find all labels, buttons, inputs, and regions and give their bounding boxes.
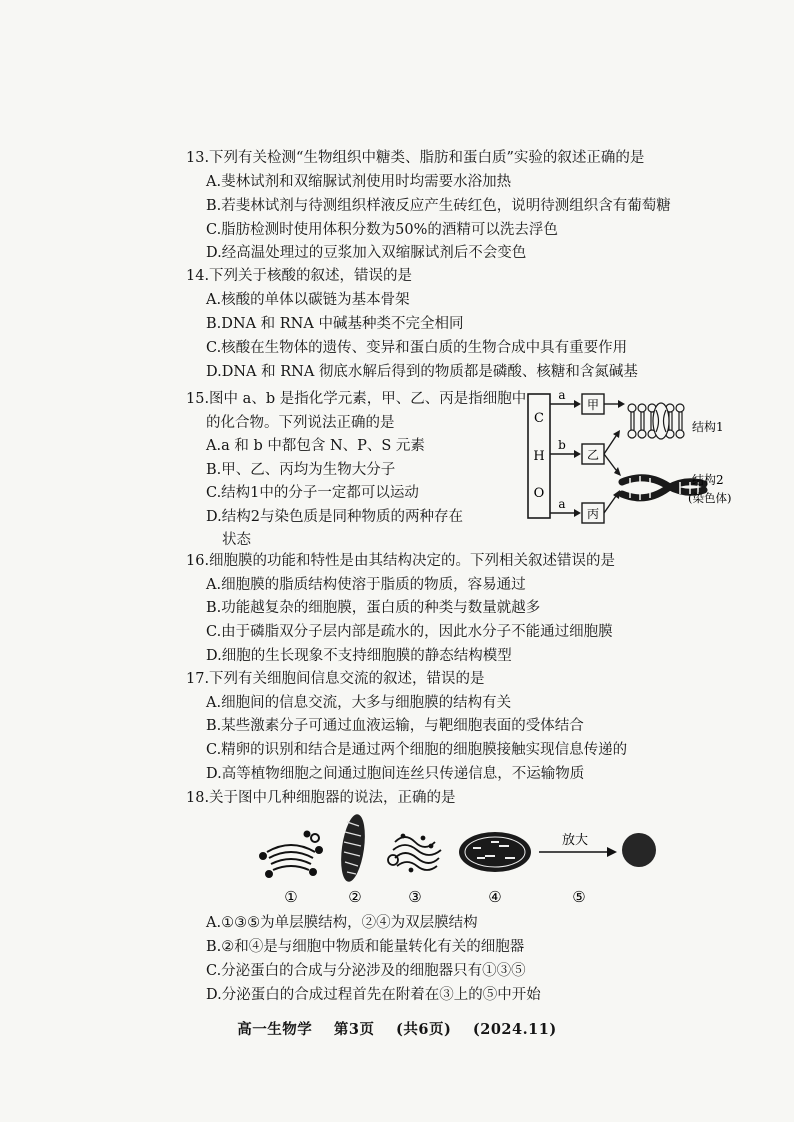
question-16-option-b: B.功能越复杂的细胞膜，蛋白质的种类与数量就越多	[206, 600, 541, 616]
structure-2-note: (染色体)	[688, 491, 732, 505]
question-15-stem-line2: 的化合物。下列说法正确的是	[206, 414, 395, 431]
question-14-option-b: B.DNA 和 RNA 中碱基种类不完全相同	[206, 316, 464, 332]
question-18-option-b: B.②和④是与细胞中物质和能量转化有关的细胞器	[206, 939, 525, 955]
arrow-label-a2: a	[558, 497, 566, 511]
question-13-option-b: B.若斐林试剂与待测组织样液反应产生砖红色，说明待测组织含有葡萄糖	[206, 198, 671, 214]
question-18-option-a: A.①③⑤为单层膜结构，②④为双层膜结构	[206, 915, 478, 931]
question-13-option-d: D.经高温处理过的豆浆加入双缩脲试剂后不会变色	[206, 245, 527, 261]
organelle-label-5: ⑤	[572, 888, 586, 906]
question-16-option-c: C.由于磷脂双分子层内部是疏水的，因此水分子不能通过细胞膜	[206, 624, 613, 640]
question-17-option-c: C.精卵的识别和结合是通过两个细胞的细胞膜接触实现信息传递的	[206, 742, 628, 758]
question-14-stem: 14.下列关于核酸的叙述，错误的是	[186, 268, 413, 284]
question-15-figure	[518, 386, 768, 524]
question-13-stem: 13.下列有关检测“生物组织中糖类、脂肪和蛋白质”实验的叙述正确的是	[186, 150, 645, 166]
question-16-stem: 16.细胞膜的功能和特性是由其结构决定的。下列相关叙述错误的是	[186, 553, 616, 569]
question-13-option-c: C.脂肪检测时使用体积分数为50%的酒精可以洗去浮色	[206, 222, 558, 238]
question-18-option-d: D.分泌蛋白的合成过程首先在附着在③上的⑤中开始	[206, 987, 541, 1003]
question-15-option-a: A.a 和 b 中都包含 N、P、S 元素	[206, 438, 425, 454]
golgi-apparatus-icon	[260, 832, 322, 878]
membrane-structure-icon	[628, 403, 684, 439]
page-footer	[0, 1018, 794, 1039]
organelle-label-2: ②	[348, 888, 362, 906]
compound-bing: 丙	[586, 507, 600, 521]
question-17-option-d: D.高等植物细胞之间通过胞间连丝只传递信息，不运输物质	[206, 766, 585, 782]
question-14-option-a: A.核酸的单体以碳链为基本骨架	[206, 292, 410, 308]
magnify-arrow-label: 放大	[561, 833, 589, 848]
organelle-label-4: ④	[488, 888, 502, 906]
question-15-stem-line1: 15.图中 a、b 是指化学元素，甲、乙、丙是指细胞中	[186, 391, 527, 407]
mitochondrion-icon	[337, 813, 368, 883]
question-14-option-c: C.核酸在生物体的遗传、变异和蛋白质的生物合成中具有重要作用	[206, 340, 628, 356]
structure-1-label: 结构1	[692, 420, 724, 434]
compound-jia: 甲	[586, 398, 600, 412]
question-16-option-a: A.细胞膜的脂质结构使溶于脂质的物质，容易通过	[206, 577, 526, 593]
question-17-option-b: B.某些激素分子可通过血液运输，与靶细胞表面的受体结合	[206, 718, 584, 734]
ribosome-icon	[622, 833, 656, 867]
footer-subject: 高一生物学	[237, 1021, 313, 1038]
element-c: C	[534, 411, 544, 426]
question-18-stem: 18.关于图中几种细胞器的说法，正确的是	[186, 790, 456, 806]
organelle-label-3: ③	[408, 888, 422, 906]
arrow-label-a1: a	[558, 388, 566, 402]
question-17-option-a: A.细胞间的信息交流，大多与细胞膜的结构有关	[206, 695, 512, 711]
question-15-text	[186, 388, 527, 553]
structure-2-label: 结构2	[692, 473, 724, 487]
compound-yi: 乙	[586, 448, 600, 462]
arrow-label-b: b	[558, 438, 566, 452]
element-h: H	[533, 449, 545, 464]
footer-page: 第3页	[333, 1021, 375, 1038]
organelle-label-1: ①	[284, 888, 298, 906]
question-18-organelles-figure	[255, 812, 695, 908]
question-15-option-d-continued: 状态	[222, 532, 251, 548]
footer-date: (2024.11)	[472, 1021, 557, 1038]
question-18-option-c: C.分泌蛋白的合成与分泌涉及的细胞器只有①③⑤	[206, 963, 526, 979]
question-15-option-c: C.结构1中的分子一定都可以运动	[206, 485, 419, 501]
question-15-option-d: D.结构2与染色质是同种物质的两种存在	[206, 508, 463, 525]
chloroplast-icon	[459, 832, 531, 872]
endoplasmic-reticulum-icon	[388, 835, 441, 872]
question-16-option-d: D.细胞的生长现象不支持细胞膜的静态结构模型	[206, 648, 512, 664]
question-15-option-b: B.甲、乙、丙均为生物大分子	[206, 461, 396, 478]
question-17-stem: 17.下列有关细胞间信息交流的叙述，错误的是	[186, 671, 485, 687]
question-13-option-a: A.斐林试剂和双缩脲试剂使用时均需要水浴加热	[206, 174, 512, 190]
question-14-option-d: D.DNA 和 RNA 彻底水解后得到的物质都是磷酸、核糖和含氮碱基	[206, 364, 638, 380]
element-o: O	[533, 486, 545, 501]
footer-total-pages: (共6页)	[396, 1021, 452, 1038]
